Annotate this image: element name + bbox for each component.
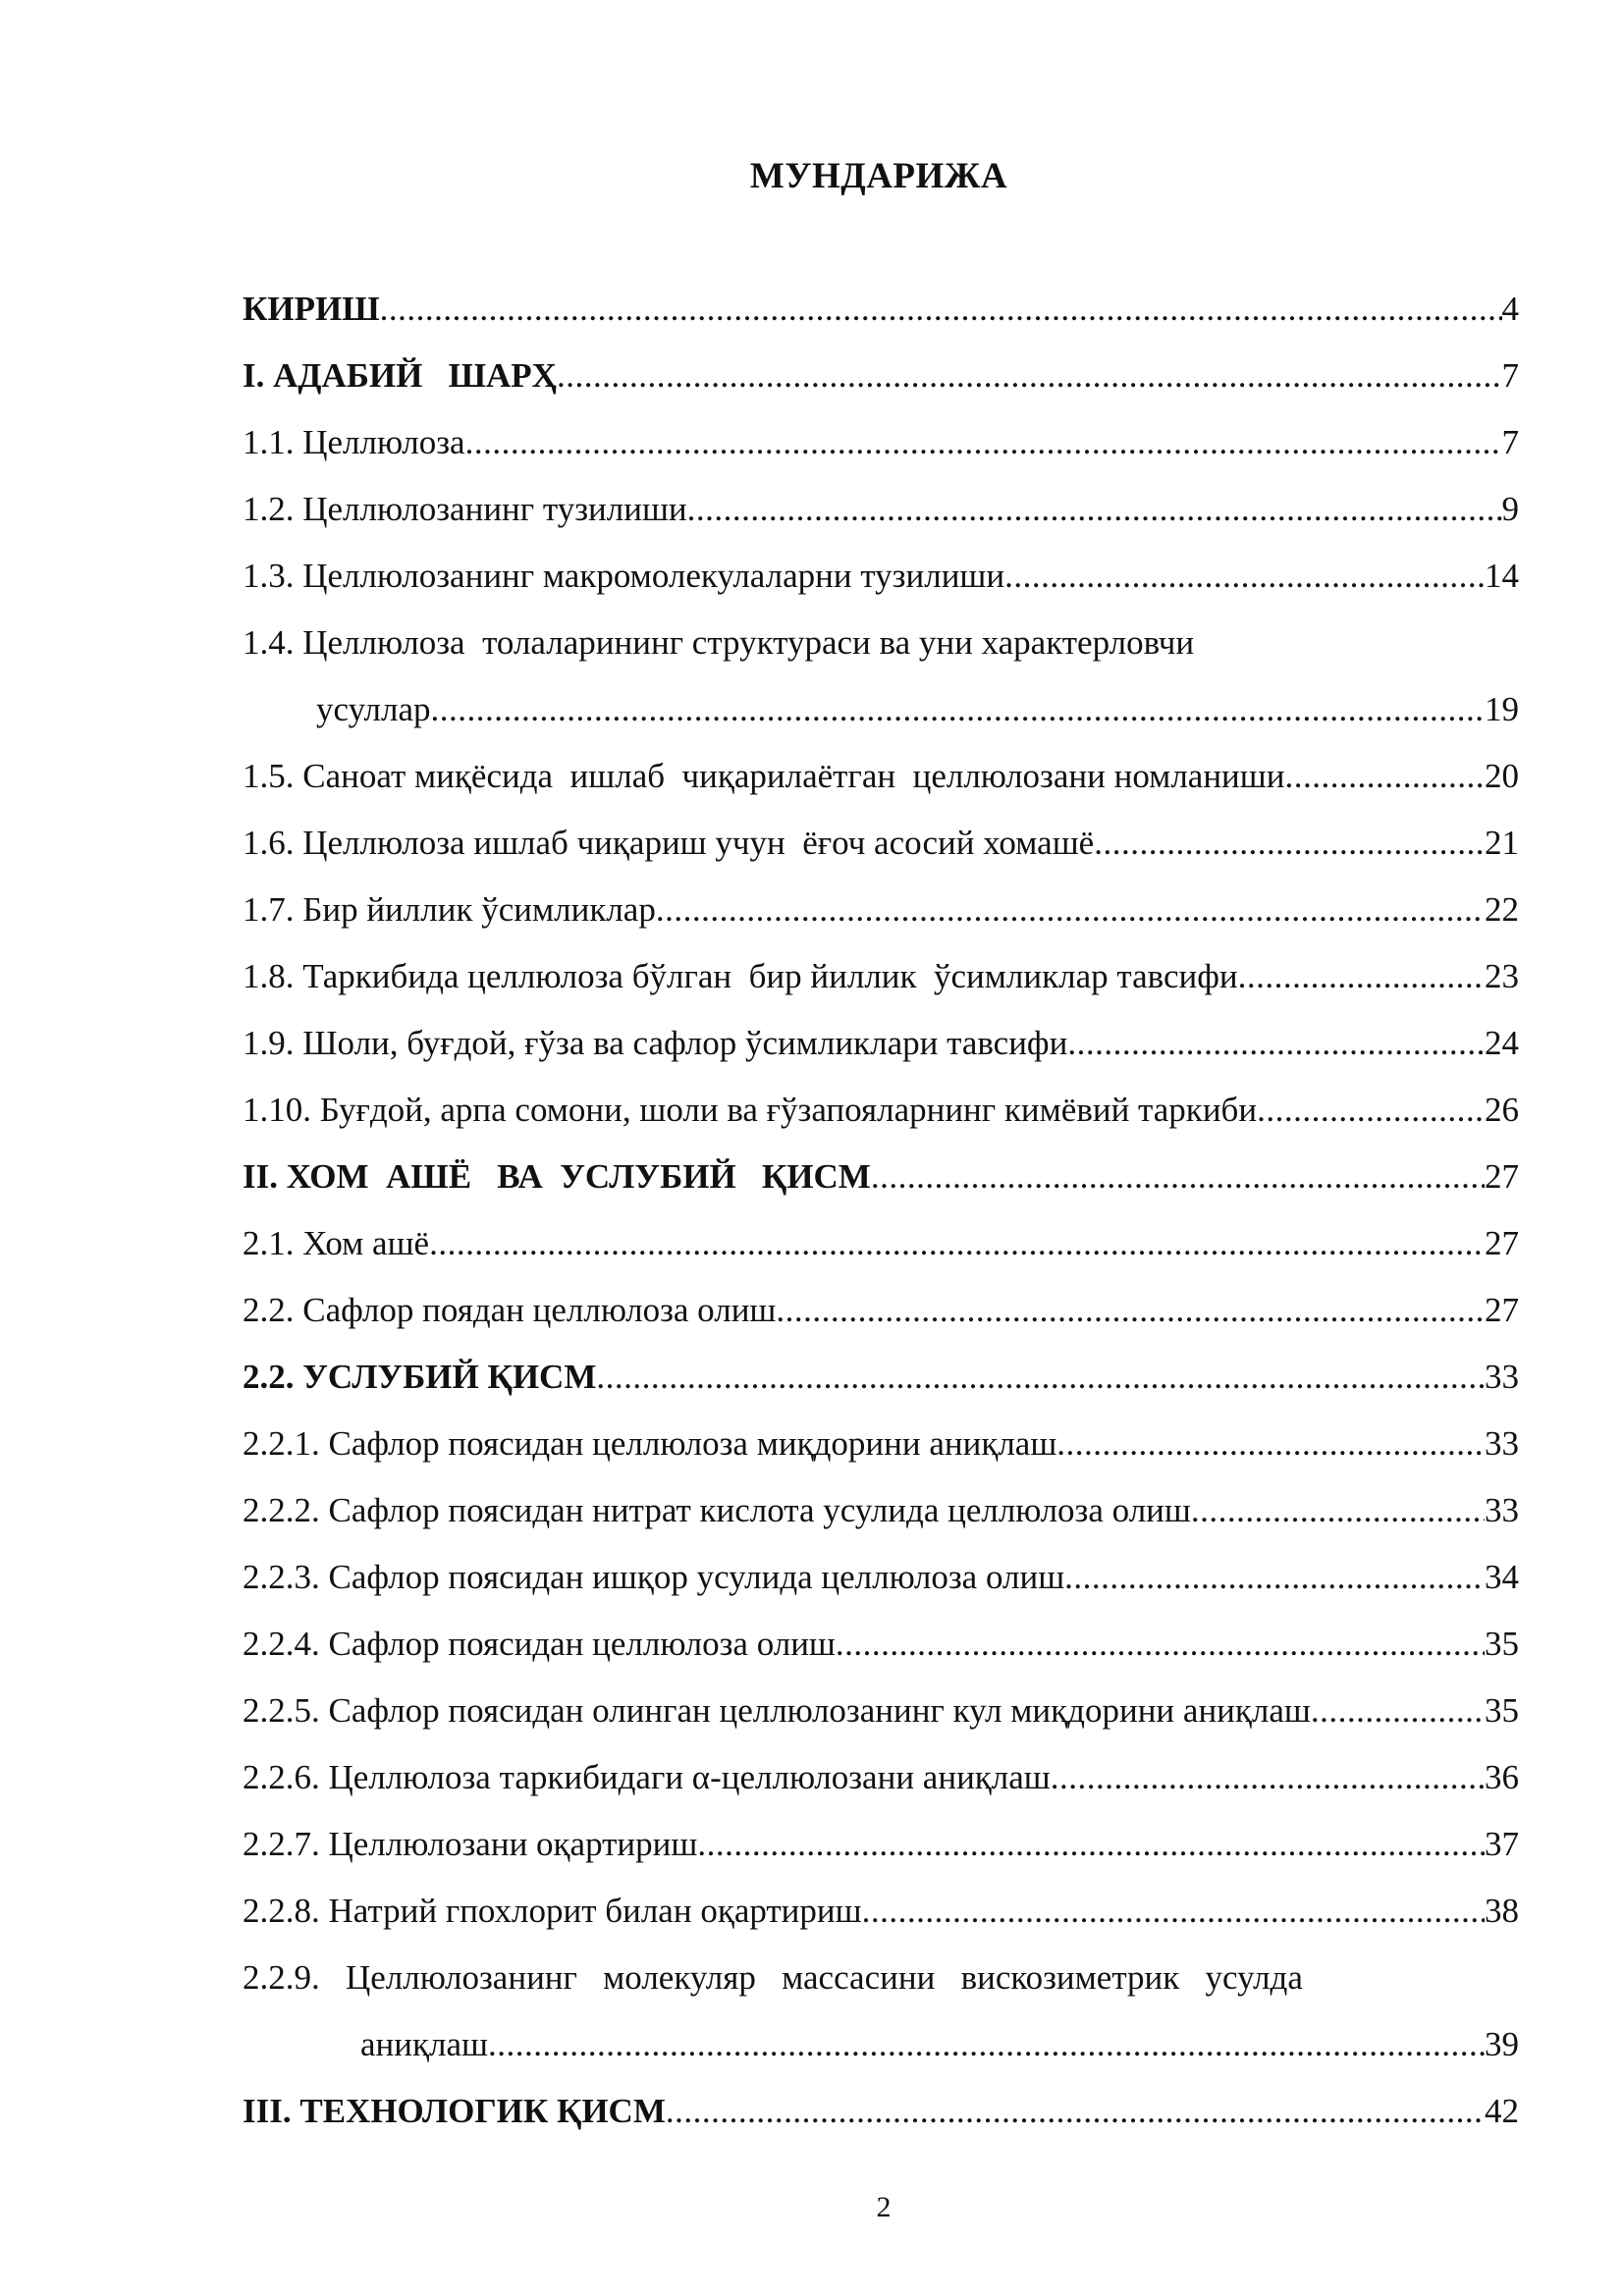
dot-leader	[557, 356, 1502, 396]
toc-entry-page: 19	[1485, 690, 1519, 728]
toc-entry-page: 42	[1485, 2092, 1519, 2130]
dot-leader	[666, 2092, 1485, 2131]
dot-leader	[1051, 1758, 1485, 1797]
toc-entry-label: III. ТЕХНОЛОГИК ҚИСМ	[243, 2092, 666, 2130]
toc-entry-page: 20	[1485, 757, 1519, 795]
toc-entry-page: 27	[1485, 1291, 1519, 1329]
toc-entry-label: 1.4. Целлюлоза толаларининг структураси ва уни характерловчи	[243, 623, 1195, 662]
dot-leader	[429, 1224, 1485, 1263]
toc-entry-page: 24	[1485, 1024, 1519, 1062]
toc-entry-page: 27	[1485, 1224, 1519, 1262]
toc-entry-page: 38	[1485, 1892, 1519, 1930]
toc-entry	[243, 1825, 1519, 1892]
toc-entry-label: 2.1. Хом ашё	[243, 1224, 430, 1262]
toc-entry-label: 2.2.4. Сафлор поясидан целлюлоза олиш	[243, 1625, 836, 1663]
toc-entry-label: 1.2. Целлюлозанинг тузилиши	[243, 490, 687, 528]
toc-entry	[243, 1024, 1519, 1091]
toc-entry	[243, 1091, 1519, 1157]
toc-entry	[243, 1691, 1519, 1758]
toc-entry-label: 2.2.5. Сафлор поясидан олинган целлюлозанинг кул миқдорини аниқлаш	[243, 1691, 1311, 1730]
toc-entry	[243, 957, 1519, 1024]
toc-entry	[243, 2092, 1519, 2159]
toc-entry	[243, 490, 1519, 557]
toc-entry-continuation	[243, 690, 1519, 757]
dot-leader	[1191, 1491, 1485, 1530]
toc-entry-page: 7	[1501, 423, 1519, 461]
toc-entry	[243, 557, 1519, 623]
table-of-contents	[243, 290, 1519, 2159]
toc-entry-page: 23	[1485, 957, 1519, 995]
dot-leader	[697, 1825, 1485, 1864]
page-title: МУНДАРИЖА	[749, 156, 1008, 196]
toc-entry-page: 33	[1485, 1424, 1519, 1463]
toc-entry	[243, 1424, 1519, 1491]
toc-entry-label: 2.2. Сафлор поядан целлюлоза олиш	[243, 1291, 777, 1329]
toc-entry-page: 33	[1485, 1358, 1519, 1396]
toc-entry-page: 14	[1485, 557, 1519, 595]
dot-leader	[871, 1157, 1485, 1197]
toc-entry	[243, 1625, 1519, 1691]
toc-entry-label: 1.3. Целлюлозанинг макромолекулаларни тузилиши	[243, 557, 1005, 595]
page-number: 2	[876, 2191, 892, 2223]
toc-entry	[243, 623, 1519, 690]
toc-entry-label: 1.9. Шоли, буғдой, ғўза ва сафлор ўсимликлари тавсифи	[243, 1024, 1068, 1062]
dot-leader	[380, 290, 1502, 329]
toc-entry	[243, 824, 1519, 890]
toc-entry-label: 2.2.3. Сафлор поясидан ишқор усулида целлюлоза олиш	[243, 1558, 1065, 1596]
toc-entry-label: 1.10. Буғдой, арпа сомони, шоли ва ғўзапояларнинг кимёвий таркиби	[243, 1091, 1258, 1129]
dot-leader	[656, 890, 1485, 930]
toc-entry-label: 2.2.8. Натрий гпохлорит билан оқартириш	[243, 1892, 862, 1930]
toc-entry	[243, 757, 1519, 824]
toc-entry-label: 2.2.7. Целлюлозани оқартириш	[243, 1825, 698, 1863]
toc-entry-page: 35	[1485, 1625, 1519, 1663]
dot-leader	[1056, 1424, 1485, 1464]
toc-entry-label: 1.1. Целлюлоза	[243, 423, 465, 461]
dot-leader	[1004, 557, 1485, 596]
toc-entry	[243, 1291, 1519, 1358]
toc-entry-page: 22	[1485, 890, 1519, 929]
toc-entry-label: 1.7. Бир йиллик ўсимликлар	[243, 890, 656, 929]
toc-entry-label: 1.5. Саноат миқёсида ишлаб чиқарилаётган целлюлозани номланиши	[243, 757, 1285, 795]
toc-entry-page: 36	[1485, 1758, 1519, 1796]
toc-entry-label: 2.2.9. Целлюлозанинг молекуляр массасини вискозиметрик усулда	[243, 1958, 1303, 1997]
toc-entry	[243, 1157, 1519, 1224]
toc-entry	[243, 423, 1519, 490]
dot-leader	[776, 1291, 1485, 1330]
toc-entry-label: II. ХОМ АШЁ ВА УСЛУБИЙ ҚИСМ	[243, 1157, 871, 1196]
dot-leader	[488, 2025, 1485, 2064]
dot-leader	[1067, 1024, 1485, 1063]
dot-leader	[1094, 824, 1485, 863]
dot-leader	[431, 690, 1485, 729]
toc-entry-label: 2.2.1. Сафлор поясидан целлюлоза миқдорини аниқлаш	[243, 1424, 1057, 1463]
toc-entry	[243, 356, 1519, 423]
dot-leader	[862, 1892, 1485, 1931]
toc-entry-label: 2.2. УСЛУБИЙ ҚИСМ	[243, 1358, 597, 1396]
toc-entry-page: 27	[1485, 1157, 1519, 1196]
toc-entry	[243, 1958, 1519, 2025]
toc-entry-page: 9	[1501, 490, 1519, 528]
toc-entry	[243, 1224, 1519, 1291]
toc-entry-label: I. АДАБИЙ ШАРҲ	[243, 356, 557, 395]
toc-entry-label: 2.2.6. Целлюлоза таркибидаги α-целлюлозани аниқлаш	[243, 1758, 1051, 1796]
dot-leader	[687, 490, 1502, 529]
toc-entry	[243, 1491, 1519, 1558]
toc-entry-page: 39	[1485, 2025, 1519, 2063]
toc-entry	[243, 1558, 1519, 1625]
toc-entry-page: 21	[1485, 824, 1519, 862]
dot-leader	[1238, 957, 1485, 996]
toc-entry-page: 4	[1501, 290, 1519, 328]
dot-leader	[836, 1625, 1485, 1664]
toc-entry-label: 1.6. Целлюлоза ишлаб чиқариш учун ёғоч асосий хомашё	[243, 824, 1095, 862]
toc-entry-page: 33	[1485, 1491, 1519, 1529]
toc-entry-page: 7	[1501, 356, 1519, 395]
dot-leader	[465, 423, 1502, 462]
dot-leader	[1284, 757, 1485, 796]
toc-entry-label-continuation: аниқлаш	[360, 2025, 488, 2063]
toc-entry-label: КИРИШ	[243, 290, 380, 328]
toc-entry	[243, 1892, 1519, 1958]
toc-entry-page: 35	[1485, 1691, 1519, 1730]
toc-entry-page: 34	[1485, 1558, 1519, 1596]
dot-leader	[596, 1358, 1485, 1397]
toc-entry-page: 37	[1485, 1825, 1519, 1863]
toc-entry	[243, 1758, 1519, 1825]
toc-entry	[243, 890, 1519, 957]
dot-leader	[1257, 1091, 1485, 1130]
toc-entry	[243, 1358, 1519, 1424]
toc-entry-label-continuation: усуллар	[316, 690, 431, 728]
dot-leader	[1064, 1558, 1485, 1597]
toc-entry	[243, 290, 1519, 356]
toc-entry-page: 26	[1485, 1091, 1519, 1129]
toc-entry-continuation	[243, 2025, 1519, 2092]
toc-entry-label: 2.2.2. Сафлор поясидан нитрат кислота усулида целлюлоза олиш	[243, 1491, 1191, 1529]
dot-leader	[1311, 1691, 1485, 1731]
toc-entry-label: 1.8. Таркибида целлюлоза бўлган бир йиллик ўсимликлар тавсифи	[243, 957, 1238, 995]
